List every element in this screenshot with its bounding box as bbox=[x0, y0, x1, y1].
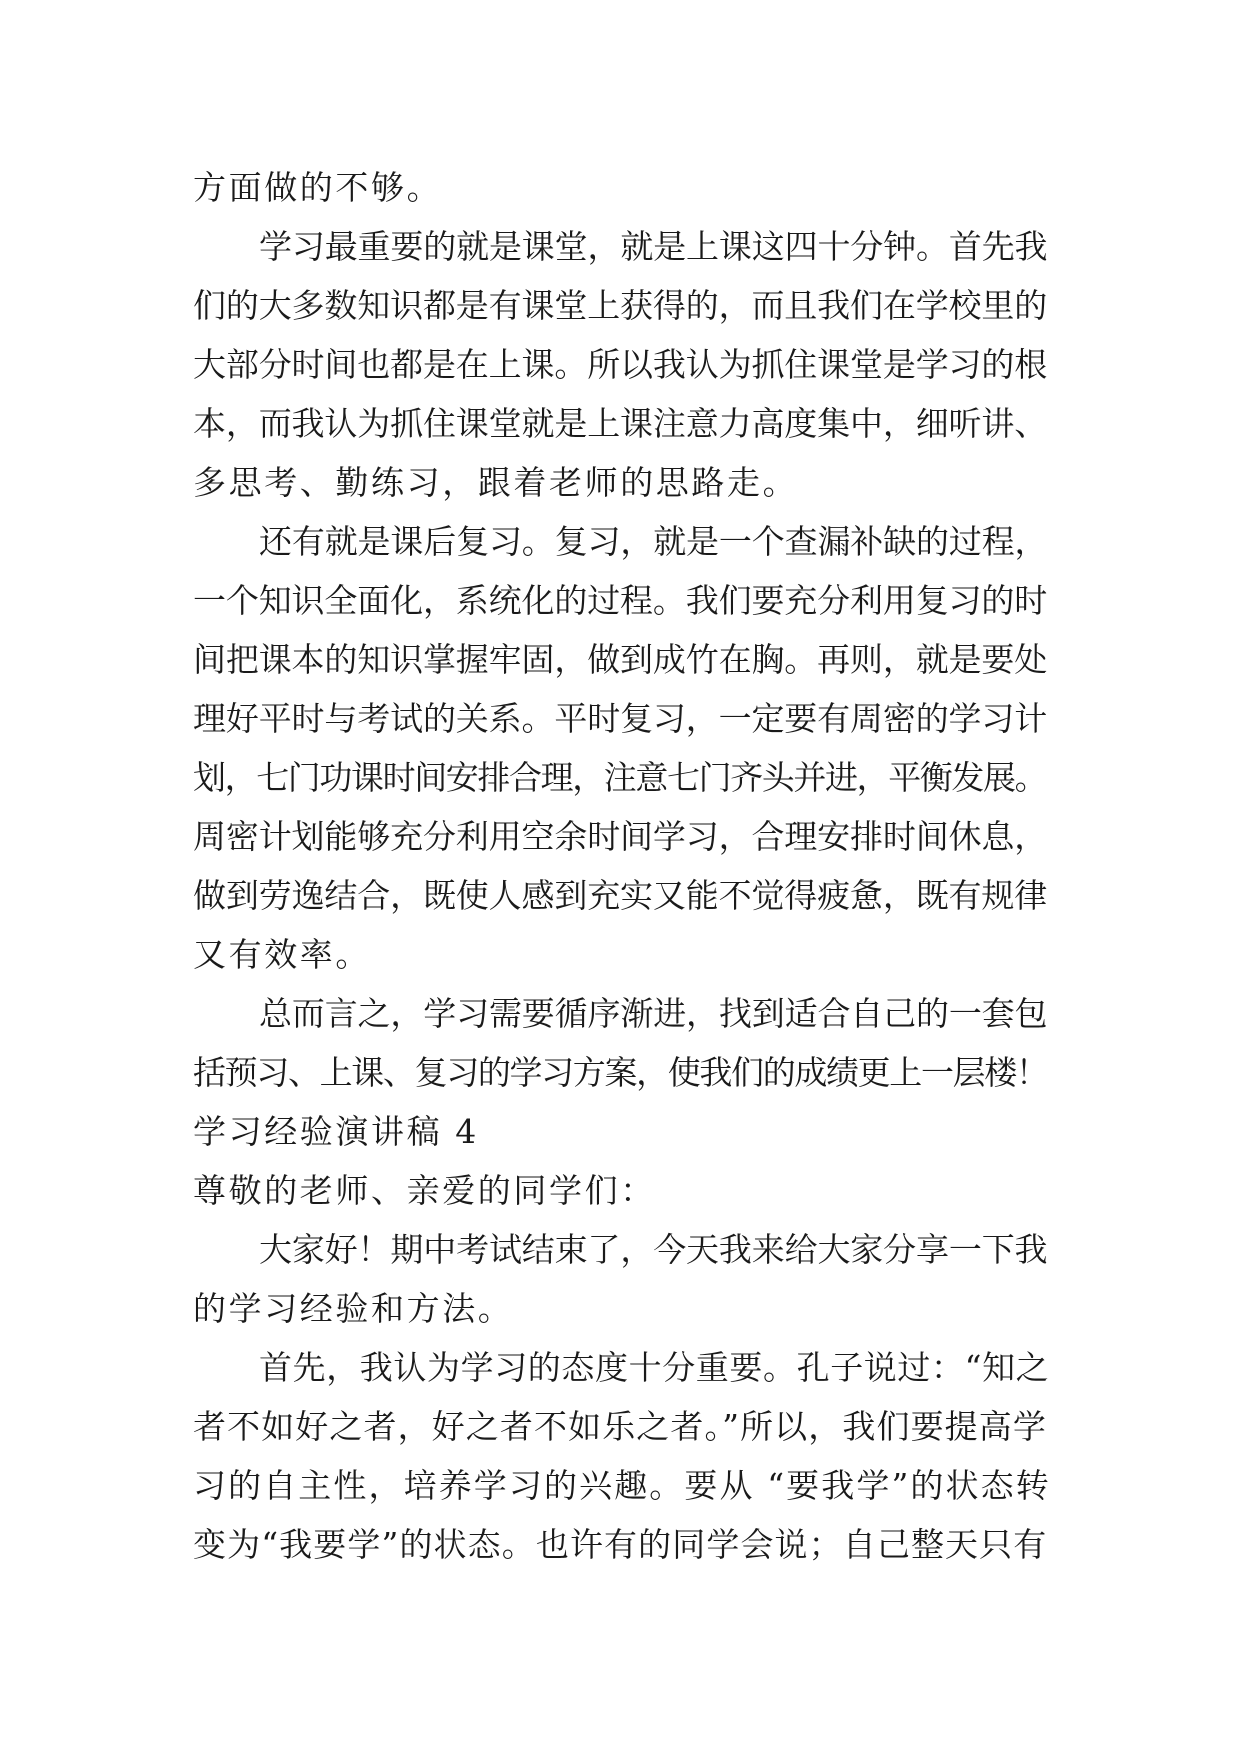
section-heading: 学习经验演讲稿 4 bbox=[193, 1112, 479, 1151]
text-line: 们的大多数知识都是有课堂上获得的，而且我们在学校里的 bbox=[193, 286, 1048, 325]
text-line: 一个知识全面化，系统化的过程。我们要充分利用复习的时 bbox=[193, 581, 1048, 620]
text-line: 的学习经验和方法。 bbox=[193, 1289, 514, 1328]
text-line: 间把课本的知识掌握牢固，做到成竹在胸。再则，就是要处 bbox=[193, 640, 1048, 679]
paragraph-start-line: 总而言之，学习需要循序渐进，找到适合自己的一套包 bbox=[259, 994, 1048, 1033]
text-line: 方面做的不够。 bbox=[193, 168, 443, 207]
paragraph-start-line: 还有就是课后复习。复习，就是一个查漏补缺的过程， bbox=[259, 522, 1048, 561]
text-line: 大部分时间也都是在上课。所以我认为抓住课堂是学习的根 bbox=[193, 345, 1048, 384]
text-line: 又有效率。 bbox=[193, 935, 371, 974]
text-line: 做到劳逸结合，既使人感到充实又能不觉得疲惫，既有规律 bbox=[193, 876, 1048, 915]
text-line: 者不如好之者，好之者不如乐之者。”所以，我们要提高学 bbox=[193, 1407, 1047, 1446]
paragraph-start-line: 首先，我认为学习的态度十分重要。孔子说过：“知之 bbox=[259, 1348, 1050, 1387]
text-line: 周密计划能够充分利用空余时间学习，合理安排时间休息， bbox=[193, 817, 1048, 856]
text-line: 习的自主性，培养学习的兴趣。要从 “要我学”的状态转 bbox=[193, 1466, 1051, 1505]
text-line: 划，七门功课时间安排合理，注意七门齐头并进，平衡发展。 bbox=[193, 758, 1047, 797]
text-line: 理好平时与考试的关系。平时复习，一定要有周密的学习计 bbox=[193, 699, 1048, 738]
paragraph-start-line: 大家好！期中考试结束了，今天我来给大家分享一下我 bbox=[259, 1230, 1048, 1269]
document-page bbox=[193, 158, 1051, 1574]
paragraph-start-line: 学习最重要的就是课堂，就是上课这四十分钟。首先我 bbox=[259, 227, 1048, 266]
text-line: 括预习、上课、复习的学习方案，使我们的成绩更上一层楼！ bbox=[193, 1053, 1048, 1092]
text-line: 变为“我要学”的状态。也许有的同学会说；自己整天只有 bbox=[193, 1525, 1048, 1564]
salutation-line: 尊敬的老师、亲爱的同学们： bbox=[193, 1171, 656, 1210]
text-line: 本，而我认为抓住课堂就是上课注意力高度集中，细听讲、 bbox=[193, 404, 1048, 443]
text-line: 多思考、勤练习，跟着老师的思路走。 bbox=[193, 463, 799, 502]
